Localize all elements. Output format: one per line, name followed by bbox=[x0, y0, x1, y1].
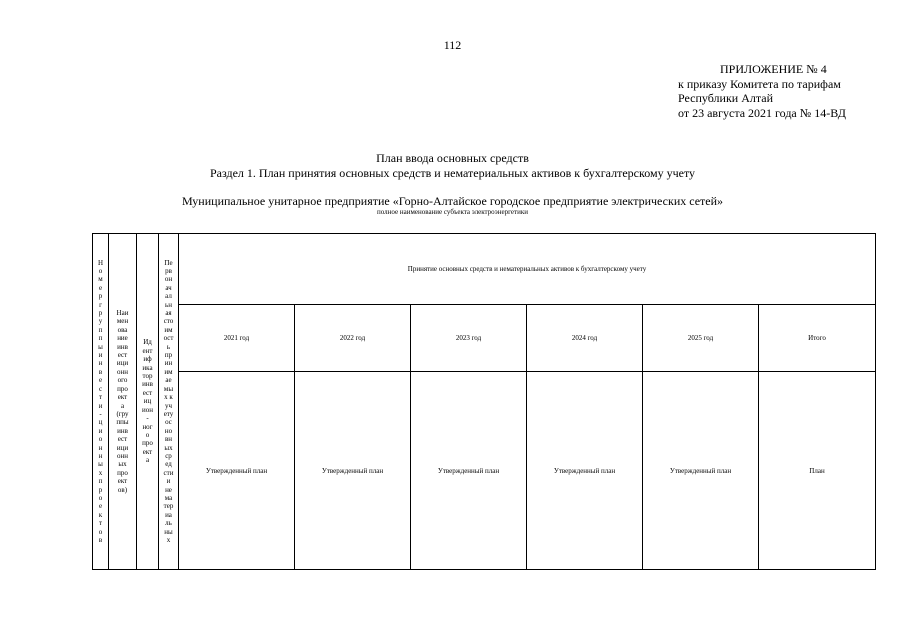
col-initial-cost bbox=[159, 234, 179, 570]
group-header: Принятие основных средств и нематериальных активов к бухгалтерскому учету bbox=[179, 234, 876, 305]
c1-line: е bbox=[98, 376, 103, 385]
c4-line: х bbox=[166, 536, 171, 544]
appendix-title: ПРИЛОЖЕНИЕ № 4 bbox=[720, 62, 827, 76]
c1-line: п bbox=[98, 334, 103, 343]
c1-line: и bbox=[98, 351, 103, 360]
c1-line: о bbox=[98, 435, 103, 444]
appendix-block bbox=[678, 62, 846, 120]
col-project-number-text bbox=[93, 259, 108, 545]
c3-line: - bbox=[146, 414, 149, 423]
col-project-name bbox=[109, 234, 137, 570]
c3-line: иц bbox=[143, 397, 152, 406]
c4-line: ач bbox=[165, 283, 172, 292]
c4-line: и bbox=[166, 477, 171, 486]
c3-line: а bbox=[145, 456, 150, 465]
c1-line: и bbox=[98, 426, 103, 435]
year-header-2022: 2022 год bbox=[295, 305, 411, 372]
c4-line: мы bbox=[163, 384, 174, 393]
c4-line: ьн bbox=[165, 300, 172, 309]
c1-line: ы bbox=[98, 342, 103, 351]
c1-line: Н bbox=[97, 258, 104, 267]
c3-line: про bbox=[142, 439, 153, 448]
plan-cell-total: План bbox=[759, 372, 876, 570]
c1-line: о bbox=[98, 267, 103, 275]
c3-line: иф bbox=[143, 355, 152, 364]
c4-line: им bbox=[164, 325, 173, 334]
c4-line: ма bbox=[164, 493, 173, 502]
c2-line: ест bbox=[117, 435, 128, 444]
c4-line: пр bbox=[164, 351, 173, 360]
c2-line: ого bbox=[117, 376, 128, 385]
c3-line: тор bbox=[142, 372, 153, 381]
c1-line: и bbox=[98, 401, 103, 410]
c2-line: ов) bbox=[117, 485, 128, 494]
c4-line: ая bbox=[165, 309, 172, 318]
c1-line: н bbox=[98, 451, 103, 460]
c1-line: н bbox=[98, 359, 103, 368]
c4-line: ср bbox=[165, 451, 172, 460]
c4-line: ых bbox=[164, 443, 173, 452]
c1-line: г bbox=[99, 300, 102, 309]
c1-line: е bbox=[98, 502, 103, 511]
c2-line: ние bbox=[117, 334, 128, 343]
c4-line: сто bbox=[163, 317, 174, 326]
year-header-total: Итого bbox=[759, 305, 876, 372]
c1-line: с bbox=[98, 384, 103, 393]
c4-line: сти bbox=[163, 468, 174, 477]
col-project-number bbox=[93, 234, 109, 570]
c2-line: ова bbox=[117, 325, 128, 334]
c4-line: ае bbox=[165, 376, 172, 385]
plan-cell-2021: Утвержденный план bbox=[179, 372, 295, 570]
c4-line: но bbox=[164, 426, 173, 435]
c1-line: о bbox=[98, 493, 103, 502]
appendix-line-1: к приказу Комитета по тарифам bbox=[678, 76, 841, 91]
c3-line: ент bbox=[142, 346, 153, 355]
c1-line: х bbox=[98, 468, 103, 477]
c2-line: а bbox=[120, 401, 125, 410]
c3-line: ика bbox=[142, 363, 153, 372]
plan-table bbox=[92, 233, 876, 570]
c3-line: ект bbox=[142, 447, 153, 456]
c1-line: о bbox=[98, 527, 103, 536]
c2-line: мен bbox=[116, 317, 129, 326]
c4-line: х к bbox=[164, 393, 173, 402]
c2-line: ест bbox=[117, 351, 128, 360]
c1-line: т bbox=[98, 519, 103, 528]
c1-line: - bbox=[99, 409, 102, 418]
c1-line: т bbox=[98, 393, 103, 402]
c1-line: в bbox=[98, 367, 103, 376]
col-project-name-text bbox=[109, 309, 136, 494]
c4-line: ост bbox=[163, 334, 174, 343]
col-project-id bbox=[137, 234, 159, 570]
c2-line: про bbox=[117, 468, 128, 477]
c4-line: им bbox=[164, 367, 173, 376]
page-number: 112 bbox=[443, 38, 462, 52]
section-title: Раздел 1. План принятия основных средств и нематериальных активов к бухгалтерскому учету bbox=[209, 166, 696, 180]
organization-name: Муниципальное унитарное предприятие «Горно-Алтайское городское предприятие электрических сетей» bbox=[181, 194, 724, 208]
plan-cell-2025: Утвержденный план bbox=[643, 372, 759, 570]
c1-line: в bbox=[98, 536, 103, 544]
c1-line: р bbox=[98, 485, 103, 494]
c1-line: м bbox=[98, 275, 103, 284]
c2-line: онн bbox=[117, 451, 128, 460]
year-header-2024: 2024 год bbox=[527, 305, 643, 372]
appendix-line-2: Республики Алтай bbox=[678, 91, 773, 105]
c1-line: р bbox=[98, 309, 103, 318]
c4-line: Пе bbox=[164, 258, 173, 267]
c4-line: тер bbox=[163, 502, 174, 511]
col-initial-cost-text bbox=[159, 259, 178, 545]
c1-line: н bbox=[98, 443, 103, 452]
document-title: План ввода основных средств bbox=[376, 151, 529, 165]
year-header-2023: 2023 год bbox=[411, 305, 527, 372]
c1-line: р bbox=[98, 292, 103, 301]
c3-line: ест bbox=[142, 388, 153, 397]
year-header-2021: 2021 год bbox=[179, 305, 295, 372]
c2-line: Наи bbox=[116, 309, 129, 318]
c3-line: инв bbox=[142, 380, 153, 389]
c1-line: у bbox=[98, 317, 103, 326]
c2-line: инв bbox=[117, 342, 128, 351]
c1-line: ц bbox=[98, 418, 103, 427]
c4-line: ль bbox=[165, 519, 172, 528]
c4-line: рв bbox=[165, 267, 172, 275]
organization-caption: полное наименование субъекта электроэнергетики bbox=[377, 208, 528, 216]
c4-line: вн bbox=[164, 435, 173, 444]
c4-line: ос bbox=[165, 418, 172, 427]
c4-line: ед bbox=[165, 460, 172, 469]
c4-line: ал bbox=[165, 292, 172, 301]
c4-line: он bbox=[164, 275, 173, 284]
c3-line: о bbox=[145, 430, 150, 439]
appendix-line-3: от 23 августа 2021 года № 14-ВД bbox=[678, 105, 846, 120]
c4-line: ь bbox=[166, 342, 171, 351]
col-project-id-text bbox=[137, 338, 158, 464]
plan-cell-2022: Утвержденный план bbox=[295, 372, 411, 570]
c2-line: (гру bbox=[116, 409, 129, 418]
c2-line: про bbox=[117, 384, 128, 393]
c4-line: не bbox=[165, 485, 172, 494]
c3-line: ион bbox=[142, 405, 153, 414]
c1-line: е bbox=[98, 283, 103, 292]
c3-line: Ид bbox=[143, 338, 152, 347]
c1-line: к bbox=[98, 510, 103, 519]
c1-line: п bbox=[98, 477, 103, 486]
c2-line: ых bbox=[118, 460, 127, 469]
c4-line: иа bbox=[165, 510, 172, 519]
c3-line: ног bbox=[142, 422, 153, 431]
c4-line: ин bbox=[164, 359, 173, 368]
c4-line: ны bbox=[164, 527, 173, 536]
plan-cell-2024: Утвержденный план bbox=[527, 372, 643, 570]
c2-line: ппы bbox=[116, 418, 129, 427]
c1-line: ы bbox=[98, 460, 103, 469]
c2-line: ици bbox=[116, 359, 129, 368]
c4-line: ету bbox=[163, 409, 174, 418]
c1-line: п bbox=[98, 325, 103, 334]
c2-line: инв bbox=[117, 426, 128, 435]
plan-cell-2023: Утвержденный план bbox=[411, 372, 527, 570]
year-header-2025: 2025 год bbox=[643, 305, 759, 372]
c2-line: ици bbox=[116, 443, 129, 452]
c2-line: ект bbox=[117, 393, 128, 402]
c2-line: онн bbox=[117, 367, 128, 376]
c4-line: уч bbox=[164, 401, 173, 410]
c2-line: ект bbox=[117, 477, 128, 486]
